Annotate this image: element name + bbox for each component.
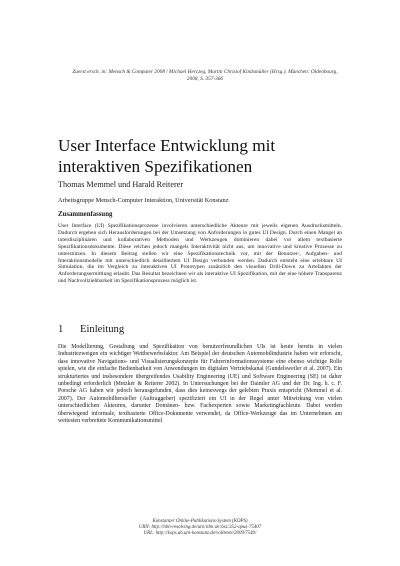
- footer-urn: URN: http://nbn-resolving.de/urn:nbn:de:bsz:352-opus-75407: [138, 525, 262, 531]
- authors: Thomas Memmel und Harald Reiterer: [58, 180, 184, 189]
- abstract-text: User Interface (UI) Spezifikationsprozesse involvieren unterschiedliche Akteure mit jeweils eigenen Ausdrucksmitteln. Dadurch ergeben sich Herausforderungen bei der Umsetzung von Anforderungen in gutes UI Design. Durch einen Mangel an interdisziplinären und kollaborativen Methoden und Werkzeugen dominieren dabei vor allem textbasierte Spezifikationsdokumente. Diese reichen jedoch mangels Interaktivität nicht aus, um innovative und kreative Prozesse zu unterstützen. In diesem Beitrag stellen wir eine Spezifikationstechnik vor, mit der Benutzer-, Aufgaben- und Interaktionsmodelle mit unterschiedlich detailliertem UI Design verbunden werden. Dadurch entsteht eine erlebbare UI Simulation, die im Vergleich zu interaktiven UI Prototypen zusätzlich den visuellen Drill-Down zu Artefakten der Anforderungsermittlung erlaubt. Das Resultat bezeichnen wir als interaktive UI Spezifikation, mit der eine höhere Transparenz und Nachvollziehbarkeit im Spezifikationsprozess möglich ist.: [58, 223, 342, 285]
- abstract-heading: Zusammenfassung: [58, 211, 113, 218]
- section-body-text: Die Modellierung, Gestaltung und Spezifikation von benutzerfreundlichen UIs ist heute bereits in vielen Industriezweigen ein wichtiger Wettbewerbsfaktor. Am Beispiel der deutschen Automobilindustrie haben wir erforscht, dass innovative Navigations- und Visualisierungskonzepte für Fahrerinformationssysteme eine ebenso wichtige Rolle spielen, wie die einfache Bedienbarkeit von Anwendungen im digitalen Vertriebskanal (Gundelsweiler et al. 2007). Ein strukturiertes und insbesondere übergreifendes Usability Engineering (UE) und Software Engineering (SE) ist daher unbedingt erforderlich (Metzker & Reiterer 2002). In Untersuchungen bei der Daimler AG und der Dr. Ing. h. c. F. Porsche AG haben wir jedoch herausgefunden, dass dies keineswegs der gelebten Praxis entspricht (Memmel et al. 2007). Der Automobilhersteller (Auftraggeber) spezifiziert ein UI in der Regel unter Mitwirkung von vielen unterschiedlichen Akteuren, darunter Domänen- bzw. Fachexperten sowie Marketingfachleute. Dabei werden überwiegend informale, textbasierte Office-Dokumente verwendet, da Office-Werkzeuge das im Unternehmen am weitesten verbreitete Kommunikationsmittel: [58, 344, 342, 425]
- section-number: 1: [58, 324, 64, 335]
- citation-note: Zuerst ersch. in: Mensch & Computer 2008 / Michael Herczeg, Martin Christof Kindsmüller (Hrsg.). München: Oldenbourg, 2008, S. 357-366: [72, 69, 338, 83]
- kops-footer: [70, 519, 330, 538]
- affiliation: Arbeitsgruppe Mensch-Computer Interaktion, Universität Konstanz: [58, 197, 229, 204]
- paper-title-line-2: interaktiven Spezifikationen: [58, 157, 253, 176]
- footer-url: URL: http://kops.ub.uni-konstanz.de/volltexte/2009/7540/: [143, 531, 257, 537]
- section-heading: [58, 324, 124, 336]
- section-title: Einleitung: [80, 324, 125, 335]
- paper-title: [58, 135, 358, 177]
- footer-line-1: Konstanzer Online-Publikations-System (KOPS): [152, 519, 248, 524]
- paper-title-line-1: User Interface Entwicklung mit: [58, 136, 276, 155]
